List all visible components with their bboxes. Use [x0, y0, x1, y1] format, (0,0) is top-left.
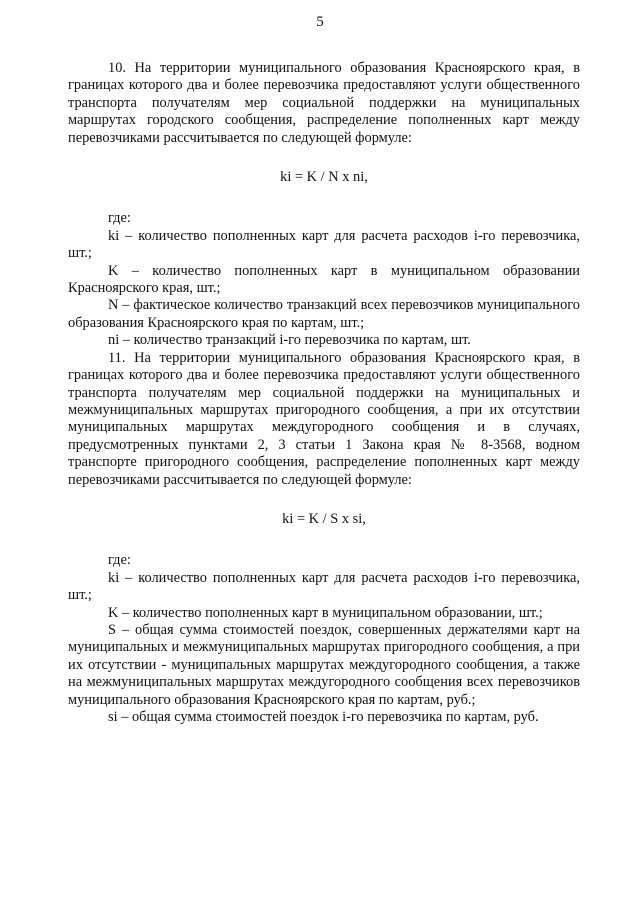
definition-S-2: S – общая сумма стоимостей поездок, совершенных держателями карт на муниципальных и межмуниципальных маршрутах пригородного сообщения, а при их отсутствии - муниципальных маршрутах междугородного сообщения, а также на межмуниципальных маршрутах междугородного сообщения всех перевозчиков муниципального образования Красноярского края по картам, руб.;	[68, 621, 580, 708]
definition-ni-1: ni – количество транзакций i-го перевозчика по картам, шт.	[108, 332, 471, 349]
definition-K-1: K – количество пополненных карт в муниципальном образовании Красноярского края, шт.;	[68, 262, 580, 297]
document-body	[68, 60, 580, 726]
paragraph-11: 11. На территории муниципального образования Красноярского края, в границах которого два и более перевозчика предоставляют услуги общественного транспорта получателям мер социальной поддержки на муниципальных и межмуниципальных маршрутах пригородного сообщения, а при их отсутствии муниципальных маршрутах междугородного сообщения и в случаях, предусмотренных пунктами 2, 3 статьи 1 Закона края № 8-3568, водном транспорте пригородного сообщения, распределение пополненных карт между перевозчиками рассчитывается по следующей формуле:	[68, 349, 580, 488]
definition-N-1: N – фактическое количество транзакций всех перевозчиков муниципального образования Красноярского края по картам, шт.;	[68, 297, 580, 331]
paragraph-10: 10. На территории муниципального образования Красноярского края, в границах которого два и более перевозчика предоставляют услуги общественного транспорта получателям мер социальной поддержки на муниципальных маршрутах городского сообщения, распределение пополненных карт между перевозчиками рассчитывается по следующей формуле:	[68, 60, 580, 146]
where-label-1: где:	[108, 210, 131, 227]
page-number: 5	[316, 14, 324, 30]
definition-ki-1: ki – количество пополненных карт для расчета расходов i-го перевозчика, шт.;	[68, 227, 580, 262]
definition-ki-2: ki – количество пополненных карт для расчета расходов i-го перевозчика, шт.;	[68, 569, 580, 604]
definition-si-2: si – общая сумма стоимостей поездок i-го перевозчика по картам, руб.	[108, 709, 539, 725]
where-label-2: где:	[108, 552, 131, 569]
definition-K-2: K – количество пополненных карт в муниципальном образовании, шт.;	[108, 604, 543, 621]
formula-2: ki = K / S x si,	[282, 510, 366, 527]
formula-1: ki = K / N x ni,	[280, 169, 368, 186]
